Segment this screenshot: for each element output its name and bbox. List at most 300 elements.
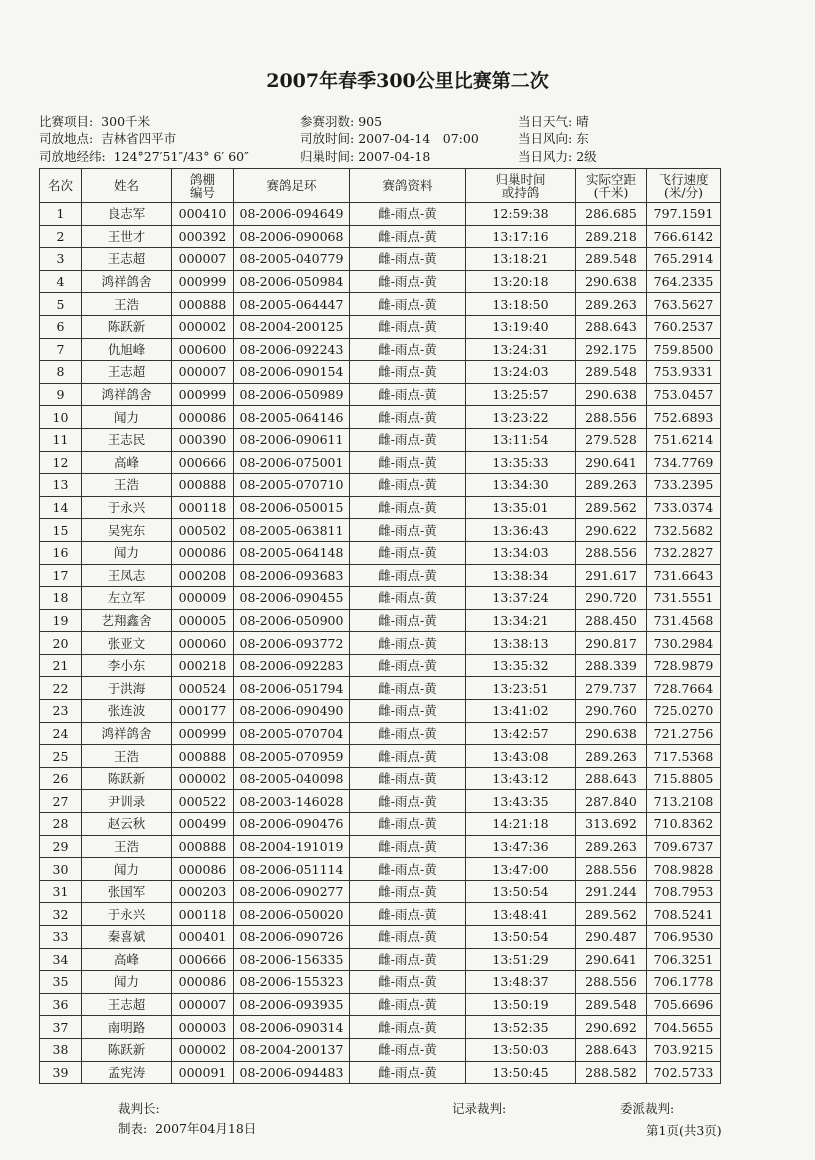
distance-cell: 291.244 [576,880,647,903]
ring-cell: 08-2006-090726 [234,926,350,949]
loft-id-cell: 000218 [172,654,234,677]
distance-cell: 290.641 [576,948,647,971]
arrival-time-cell: 13:37:24 [466,587,576,610]
distance-cell: 290.638 [576,383,647,406]
rank-cell: 16 [40,541,82,564]
rank-cell: 21 [40,654,82,677]
bird-info-cell: 雌-雨点-黄 [350,654,466,677]
weather-info [518,112,589,130]
speed-cell: 708.7953 [647,880,721,903]
distance-cell: 290.692 [576,1016,647,1039]
ring-cell: 08-2006-051114 [234,858,350,881]
release-place-label: 司放地点: [39,131,94,146]
name-cell: 于永兴 [82,903,172,926]
bird-info-cell: 雌-雨点-黄 [350,722,466,745]
rank-cell: 39 [40,1061,82,1084]
table-row [40,745,721,768]
arrival-time-cell: 13:47:00 [466,858,576,881]
bird-info-cell: 雌-雨点-黄 [350,700,466,723]
rank-cell: 23 [40,700,82,723]
name-cell: 王世才 [82,225,172,248]
arrival-time-cell: 13:23:22 [466,406,576,429]
ring-cell: 08-2006-093772 [234,632,350,655]
ring-cell: 08-2006-090611 [234,428,350,451]
loft-id-cell: 000888 [172,745,234,768]
loft-id-cell: 000888 [172,293,234,316]
table-row [40,1061,721,1084]
rank-cell: 33 [40,926,82,949]
speed-cell: 702.5733 [647,1061,721,1084]
release-place-info [39,129,176,147]
arrival-time-cell: 13:50:54 [466,926,576,949]
table-row [40,654,721,677]
loft-id-cell: 000390 [172,428,234,451]
distance-cell: 288.339 [576,654,647,677]
rank-cell: 20 [40,632,82,655]
arrival-time-cell: 13:51:29 [466,948,576,971]
table-row [40,338,721,361]
distance-cell: 290.817 [576,632,647,655]
speed-cell: 710.8362 [647,813,721,836]
bird-info-cell: 雌-雨点-黄 [350,225,466,248]
loft-id-cell: 000999 [172,722,234,745]
table-row [40,790,721,813]
loft-id-cell: 000118 [172,496,234,519]
rank-cell: 22 [40,677,82,700]
bird-info-cell: 雌-雨点-黄 [350,1061,466,1084]
bird-info-cell: 雌-雨点-黄 [350,248,466,271]
name-cell: 左立军 [82,587,172,610]
speed-cell: 764.2335 [647,270,721,293]
speed-cell: 717.5368 [647,745,721,768]
distance-cell: 289.263 [576,745,647,768]
ring-cell: 08-2006-092283 [234,654,350,677]
speed-cell: 705.6696 [647,993,721,1016]
rank-cell: 37 [40,1016,82,1039]
bird-info-cell: 雌-雨点-黄 [350,1016,466,1039]
loft-id-cell: 000060 [172,632,234,655]
table-row [40,948,721,971]
arrival-time-cell: 13:48:41 [466,903,576,926]
bird-info-cell: 雌-雨点-黄 [350,948,466,971]
rank-cell: 3 [40,248,82,271]
count-label: 参赛羽数: [300,114,355,129]
speed-cell: 797.1591 [647,203,721,226]
ring-cell: 08-2005-064146 [234,406,350,429]
speed-cell: 731.6643 [647,564,721,587]
rank-cell: 30 [40,858,82,881]
ring-cell: 08-2006-050984 [234,270,350,293]
ring-cell: 08-2006-093683 [234,564,350,587]
distance-cell: 289.263 [576,474,647,497]
made-label: 制表: [118,1121,148,1136]
ring-cell: 08-2006-051794 [234,677,350,700]
coords-label: 司放地经纬: [39,149,106,164]
rank-cell: 19 [40,609,82,632]
bird-info-cell: 雌-雨点-黄 [350,767,466,790]
speed-cell: 752.6893 [647,406,721,429]
table-row [40,971,721,994]
table-row [40,700,721,723]
distance-cell: 289.562 [576,903,647,926]
speed-cell: 765.2914 [647,248,721,271]
name-cell: 孟宪涛 [82,1061,172,1084]
ring-cell: 08-2006-050989 [234,383,350,406]
ring-cell: 08-2006-050020 [234,903,350,926]
distance-cell: 292.175 [576,338,647,361]
name-cell: 张连波 [82,700,172,723]
loft-id-cell: 000086 [172,541,234,564]
distance-cell: 288.643 [576,767,647,790]
table-row [40,926,721,949]
ring-cell: 08-2005-070704 [234,722,350,745]
name-cell: 王浩 [82,835,172,858]
return-time-info [300,147,430,165]
return-time-label: 归巢时间: [300,149,355,164]
arrival-time-cell: 13:24:31 [466,338,576,361]
loft-id-cell: 000410 [172,203,234,226]
name-cell: 秦喜斌 [82,926,172,949]
loft-id-cell: 000007 [172,248,234,271]
loft-id-cell: 000999 [172,270,234,293]
distance-cell: 288.643 [576,1038,647,1061]
bird-info-cell: 雌-雨点-黄 [350,677,466,700]
loft-id-cell: 000401 [172,926,234,949]
table-row [40,880,721,903]
table-row [40,248,721,271]
speed-cell: 721.2756 [647,722,721,745]
name-cell: 鸿祥鸽舍 [82,722,172,745]
rank-cell: 1 [40,203,82,226]
weather-label: 当日天气: [518,114,573,129]
distance-cell: 288.556 [576,541,647,564]
name-cell: 张亚文 [82,632,172,655]
name-cell: 仇旭峰 [82,338,172,361]
loft-id-cell: 000177 [172,700,234,723]
table-row [40,993,721,1016]
loft-id-cell: 000666 [172,948,234,971]
bird-info-cell: 雌-雨点-黄 [350,496,466,519]
distance-cell: 290.622 [576,519,647,542]
bird-info-cell: 雌-雨点-黄 [350,609,466,632]
speed-cell: 706.3251 [647,948,721,971]
ring-cell: 08-2005-040098 [234,767,350,790]
name-cell: 闻力 [82,541,172,564]
column-header: 赛鸽资料 [350,169,466,203]
loft-id-cell: 000499 [172,813,234,836]
loft-id-cell: 000392 [172,225,234,248]
loft-id-cell: 000208 [172,564,234,587]
arrival-time-cell: 13:20:18 [466,270,576,293]
loft-id-cell: 000002 [172,767,234,790]
ring-cell: 08-2005-070710 [234,474,350,497]
rank-cell: 13 [40,474,82,497]
ring-cell: 08-2005-063811 [234,519,350,542]
arrival-time-cell: 13:35:33 [466,451,576,474]
table-row [40,519,721,542]
distance-cell: 290.638 [576,270,647,293]
name-cell: 王浩 [82,745,172,768]
name-cell: 王凤志 [82,564,172,587]
bird-info-cell: 雌-雨点-黄 [350,270,466,293]
arrival-time-cell: 13:18:50 [466,293,576,316]
weather-value: 晴 [576,114,589,129]
return-time-value: 2007-04-18 [358,149,431,164]
judge-label: 裁判长: [118,1101,160,1116]
rank-cell: 12 [40,451,82,474]
speed-cell: 709.6737 [647,835,721,858]
bird-info-cell: 雌-雨点-黄 [350,293,466,316]
table-row [40,315,721,338]
name-cell: 李小东 [82,654,172,677]
rank-cell: 35 [40,971,82,994]
speed-cell: 732.2827 [647,541,721,564]
release-time-value: 2007-04-14 07:00 [358,131,479,146]
speed-cell: 732.5682 [647,519,721,542]
name-cell: 陈跃新 [82,767,172,790]
bird-info-cell: 雌-雨点-黄 [350,903,466,926]
bird-info-cell: 雌-雨点-黄 [350,813,466,836]
rank-cell: 11 [40,428,82,451]
distance-cell: 290.760 [576,700,647,723]
speed-cell: 725.0270 [647,700,721,723]
arrival-time-cell: 13:50:54 [466,880,576,903]
column-header: 姓名 [82,169,172,203]
speed-cell: 733.2395 [647,474,721,497]
rank-cell: 25 [40,745,82,768]
arrival-time-cell: 13:25:57 [466,383,576,406]
bird-info-cell: 雌-雨点-黄 [350,451,466,474]
coords-value: 124°27′51″/43° 6′ 60″ [113,149,249,164]
loft-id-cell: 000666 [172,451,234,474]
table-row [40,361,721,384]
rank-cell: 15 [40,519,82,542]
speed-cell: 706.9530 [647,926,721,949]
arrival-time-cell: 13:50:45 [466,1061,576,1084]
bird-info-cell: 雌-雨点-黄 [350,564,466,587]
loft-id-cell: 000888 [172,835,234,858]
table-row [40,451,721,474]
ring-cell: 08-2006-094483 [234,1061,350,1084]
loft-id-cell: 000007 [172,993,234,1016]
table-row [40,903,721,926]
name-cell: 鸿祥鸽舍 [82,270,172,293]
distance-cell: 289.263 [576,293,647,316]
distance-cell: 289.548 [576,361,647,384]
distance-cell: 288.582 [576,1061,647,1084]
distance-cell: 289.263 [576,835,647,858]
distance-cell: 289.562 [576,496,647,519]
made-date: 2007年04月18日 [155,1121,257,1136]
arrival-time-cell: 13:50:03 [466,1038,576,1061]
arrival-time-cell: 13:35:01 [466,496,576,519]
rank-cell: 10 [40,406,82,429]
name-cell: 高峰 [82,451,172,474]
bird-info-cell: 雌-雨点-黄 [350,835,466,858]
name-cell: 王浩 [82,293,172,316]
column-header: 名次 [40,169,82,203]
ring-cell: 08-2006-050900 [234,609,350,632]
rank-cell: 29 [40,835,82,858]
name-cell: 闻力 [82,858,172,881]
wind-dir-value: 东 [576,131,589,146]
table-row [40,587,721,610]
bird-info-cell: 雌-雨点-黄 [350,541,466,564]
table-row [40,406,721,429]
rank-cell: 26 [40,767,82,790]
ring-cell: 08-2006-090314 [234,1016,350,1039]
name-cell: 闻力 [82,971,172,994]
wind-force-label: 当日风力: [518,149,573,164]
arrival-time-cell: 13:36:43 [466,519,576,542]
ring-cell: 08-2006-155323 [234,971,350,994]
distance-cell: 291.617 [576,564,647,587]
table-row [40,835,721,858]
bird-info-cell: 雌-雨点-黄 [350,632,466,655]
loft-id-cell: 000005 [172,609,234,632]
distance-cell: 289.548 [576,248,647,271]
loft-id-cell: 000502 [172,519,234,542]
speed-cell: 731.5551 [647,587,721,610]
ring-cell: 08-2006-090154 [234,361,350,384]
bird-info-cell: 雌-雨点-黄 [350,519,466,542]
bird-info-cell: 雌-雨点-黄 [350,383,466,406]
event-info [39,112,150,130]
ring-cell: 08-2004-200137 [234,1038,350,1061]
distance-cell: 288.556 [576,971,647,994]
name-cell: 张国军 [82,880,172,903]
table-row [40,203,721,226]
rank-cell: 38 [40,1038,82,1061]
rank-cell: 5 [40,293,82,316]
name-cell: 陈跃新 [82,1038,172,1061]
arrival-time-cell: 13:43:35 [466,790,576,813]
table-row [40,383,721,406]
loft-id-cell: 000203 [172,880,234,903]
speed-cell: 715.8805 [647,767,721,790]
loft-id-cell: 000002 [172,1038,234,1061]
coords-info [39,147,249,165]
ring-cell: 08-2006-090490 [234,700,350,723]
loft-id-cell: 000600 [172,338,234,361]
ring-cell: 08-2006-075001 [234,451,350,474]
name-cell: 尹训录 [82,790,172,813]
bird-info-cell: 雌-雨点-黄 [350,361,466,384]
table-row [40,428,721,451]
results-table [39,168,721,1084]
column-header: 赛鸽足环 [234,169,350,203]
distance-cell: 290.487 [576,926,647,949]
name-cell: 高峰 [82,948,172,971]
loft-id-cell: 000007 [172,361,234,384]
loft-id-cell: 000003 [172,1016,234,1039]
bird-info-cell: 雌-雨点-黄 [350,1038,466,1061]
rank-cell: 18 [40,587,82,610]
ring-cell: 08-2004-191019 [234,835,350,858]
bird-info-cell: 雌-雨点-黄 [350,880,466,903]
rank-cell: 31 [40,880,82,903]
name-cell: 赵云秋 [82,813,172,836]
release-time-label: 司放时间: [300,131,355,146]
distance-cell: 279.528 [576,428,647,451]
speed-cell: 751.6214 [647,428,721,451]
column-header: 鸽棚 编号 [172,169,234,203]
ring-cell: 08-2006-094649 [234,203,350,226]
speed-cell: 753.9331 [647,361,721,384]
arrival-time-cell: 13:50:19 [466,993,576,1016]
arrival-time-cell: 13:24:03 [466,361,576,384]
distance-cell: 279.737 [576,677,647,700]
ring-cell: 08-2005-070959 [234,745,350,768]
arrival-time-cell: 12:59:38 [466,203,576,226]
loft-id-cell: 000524 [172,677,234,700]
rank-cell: 32 [40,903,82,926]
speed-cell: 708.5241 [647,903,721,926]
name-cell: 王志超 [82,993,172,1016]
bird-info-cell: 雌-雨点-黄 [350,406,466,429]
speed-cell: 766.6142 [647,225,721,248]
name-cell: 鸿祥鸽舍 [82,383,172,406]
ring-cell: 08-2006-093935 [234,993,350,1016]
rank-cell: 7 [40,338,82,361]
arrival-time-cell: 13:43:08 [466,745,576,768]
speed-cell: 753.0457 [647,383,721,406]
arrival-time-cell: 13:18:21 [466,248,576,271]
bird-info-cell: 雌-雨点-黄 [350,926,466,949]
arrival-time-cell: 13:48:37 [466,971,576,994]
speed-cell: 704.5655 [647,1016,721,1039]
name-cell: 良志军 [82,203,172,226]
column-header: 归巢时间 或持鸽 [466,169,576,203]
arrival-time-cell: 13:52:35 [466,1016,576,1039]
table-row [40,270,721,293]
arrival-time-cell: 13:38:34 [466,564,576,587]
name-cell: 王浩 [82,474,172,497]
table-row [40,1016,721,1039]
bird-info-cell: 雌-雨点-黄 [350,858,466,881]
bird-info-cell: 雌-雨点-黄 [350,790,466,813]
name-cell: 王志超 [82,248,172,271]
table-row [40,632,721,655]
rank-cell: 24 [40,722,82,745]
name-cell: 于洪海 [82,677,172,700]
distance-cell: 288.556 [576,858,647,881]
speed-cell: 708.9828 [647,858,721,881]
rank-cell: 2 [40,225,82,248]
distance-cell: 289.548 [576,993,647,1016]
wind-force-info [518,147,597,165]
ring-cell: 08-2003-146028 [234,790,350,813]
loft-id-cell: 000118 [172,903,234,926]
distance-cell: 287.840 [576,790,647,813]
bird-info-cell: 雌-雨点-黄 [350,745,466,768]
speed-cell: 713.2108 [647,790,721,813]
table-header-row [40,169,721,203]
ring-cell: 08-2006-090476 [234,813,350,836]
loft-id-cell: 000086 [172,971,234,994]
speed-cell: 734.7769 [647,451,721,474]
distance-cell: 313.692 [576,813,647,836]
rank-cell: 28 [40,813,82,836]
made-info [118,1119,256,1137]
arrival-time-cell: 13:23:51 [466,677,576,700]
speed-cell: 728.9879 [647,654,721,677]
table-row [40,541,721,564]
table-row [40,225,721,248]
event-label: 比赛项目: [39,114,94,129]
loft-id-cell: 000091 [172,1061,234,1084]
arrival-time-cell: 13:19:40 [466,315,576,338]
